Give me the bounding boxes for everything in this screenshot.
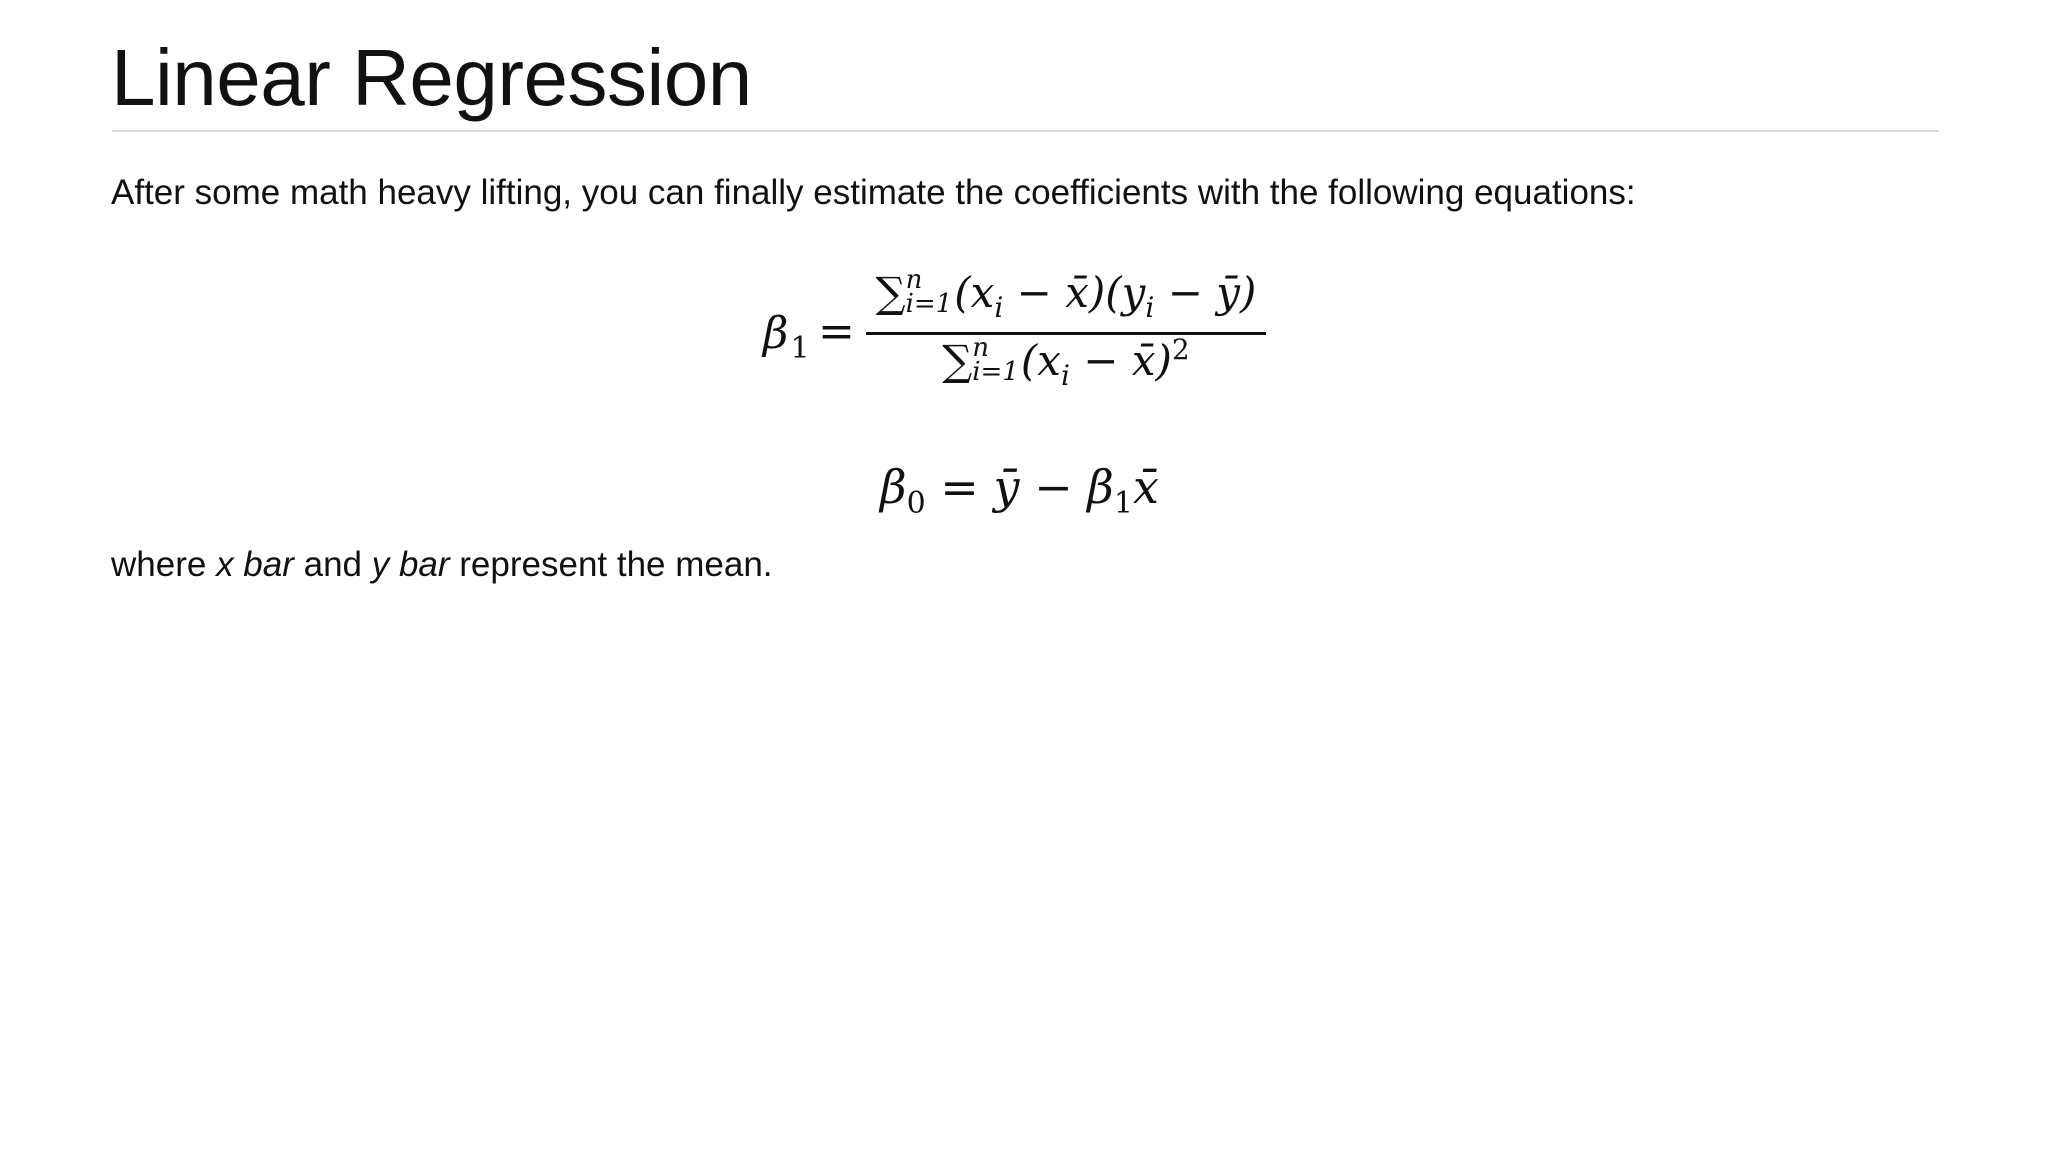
beta-subscript: 1 [790,331,810,366]
beta0-symbol: β [880,460,907,514]
beta1-lhs [763,308,810,366]
beta1-equation [760,265,1280,408]
numerator-x-index: i [994,291,1004,324]
fraction-bar [866,332,1266,335]
note-prefix: where [111,545,217,584]
numerator-y-index: i [1145,291,1155,324]
sum-upper-limit: n [972,333,989,363]
denominator-x-term: (x [1020,336,1061,385]
note-x-bar: x bar [216,545,294,584]
denominator-x-index: i [1060,359,1070,392]
numerator-x-term: (x [954,268,995,317]
beta0-equation [880,460,1159,521]
slide-title: Linear Regression [111,33,752,122]
intro-text: After some math heavy lifting, you can finally estimate the coefficients with the following equations: [111,173,1636,212]
numerator-middle: − x̄)(y [1003,268,1146,317]
sum-symbol: ∑ [942,336,973,385]
beta-symbol: β [763,308,789,359]
denominator-middle: − x̄) [1069,336,1172,385]
title-divider [112,130,1939,132]
beta1-symbol: β [1087,460,1114,514]
mean-note [111,540,773,590]
sum-lower-limit: i=1 [905,289,953,319]
beta1-numerator [866,265,1266,324]
sum-lower-limit: i=1 [972,357,1019,387]
x-bar-symbol: x̄ [1132,460,1159,514]
beta0-rhs: = ȳ − [925,460,1088,514]
note-y-bar: y bar [371,545,450,584]
equals-sign: = [818,306,855,357]
beta1-denominator [866,333,1266,392]
sum-limits [905,265,953,319]
sum-upper-limit: n [905,265,923,295]
sum-limits [972,333,1019,387]
note-middle: and [293,545,372,584]
beta0-subscript: 0 [906,486,926,521]
sum-symbol: ∑ [875,268,906,317]
denominator-power: 2 [1171,333,1190,366]
beta1-subscript: 1 [1113,486,1133,521]
numerator-end: − ȳ) [1154,268,1257,317]
note-suffix: represent the mean. [449,545,773,584]
